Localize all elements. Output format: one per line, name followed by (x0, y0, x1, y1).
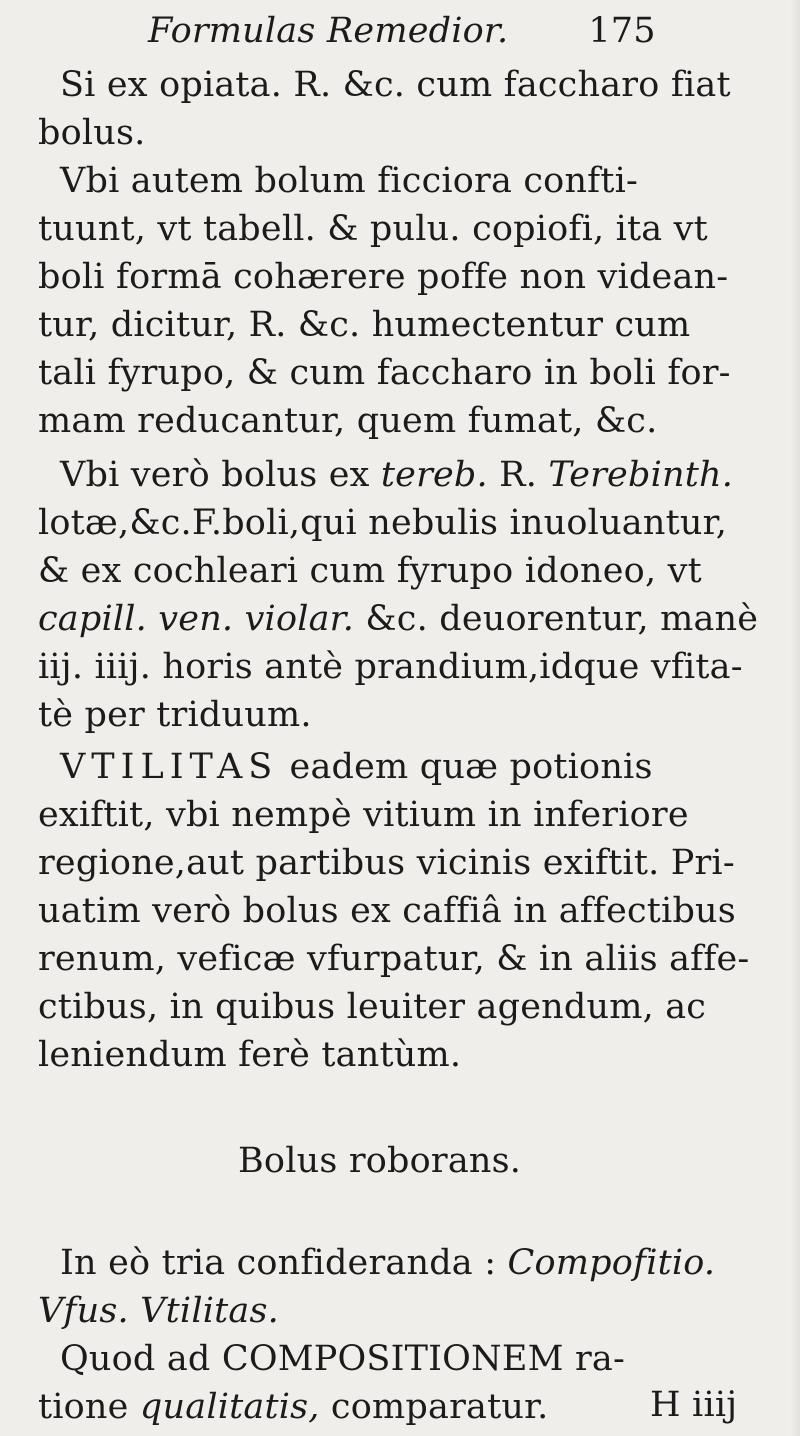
text-line: Vfus. Vtilitas. (38, 1291, 279, 1331)
text-line: Vbi autem bolum ficciora confti- (60, 161, 639, 201)
header-title: Formulas Remedior. (148, 11, 509, 51)
text-line: ctibus, in quibus leuiter agendum, ac (38, 987, 707, 1027)
text-line: In eò tria confideranda : Compofitio. (60, 1243, 716, 1283)
running-header (148, 6, 800, 56)
text-line: tuunt, vt tabell. & pulu. copiofi, ita vt (38, 209, 708, 249)
page-number: 175 (588, 11, 656, 51)
text-line: iij. iiij. horis antè prandium,idque vfita- (38, 647, 743, 687)
text-line: Vbi verò bolus ex tereb. R. Terebinth. (60, 455, 734, 495)
text-line: Si ex opiata. R. &c. cum faccharo fiat (60, 65, 731, 105)
text-line: bolus. (38, 113, 146, 153)
text-line: tione qualitatis, comparatur. (38, 1387, 549, 1427)
text-line: boli formā cohærere poffe non videan- (38, 257, 729, 297)
text-line: renum, veficæ vfurpatur, & in aliis affe- (38, 939, 750, 979)
text-line: leniendum ferè tantùm. (38, 1035, 462, 1075)
text-line: uatim verò bolus ex caffiâ in affectibus (38, 891, 736, 931)
text-line: mam reducantur, quem fumat, &c. (38, 401, 658, 441)
text-line: exiftit, vbi nempè vitium in inferiore (38, 795, 689, 835)
text-line: Quod ad COMPOSITIONEM ra- (60, 1339, 626, 1379)
text-line: capill. ven. violar. &c. deuorentur, manè (38, 599, 759, 639)
text-line: VTILITAS eadem quæ potionis (60, 747, 653, 787)
section-heading: Bolus roborans. (238, 1141, 522, 1181)
text-line: tur, dicitur, R. &c. humectentur cum (38, 305, 691, 345)
text-line: lotæ,&c.F.boli,qui nebulis inuoluantur, (38, 503, 728, 543)
text-line: regione,aut partibus vicinis exiftit. Pri- (38, 843, 735, 883)
text-line: tè per triduum. (38, 695, 312, 735)
text-line: & ex cochleari cum fyrupo idoneo, vt (38, 551, 702, 591)
text-line: tali fyrupo, & cum faccharo in boli for- (38, 353, 731, 393)
signature-mark: H iiij (650, 1385, 738, 1425)
